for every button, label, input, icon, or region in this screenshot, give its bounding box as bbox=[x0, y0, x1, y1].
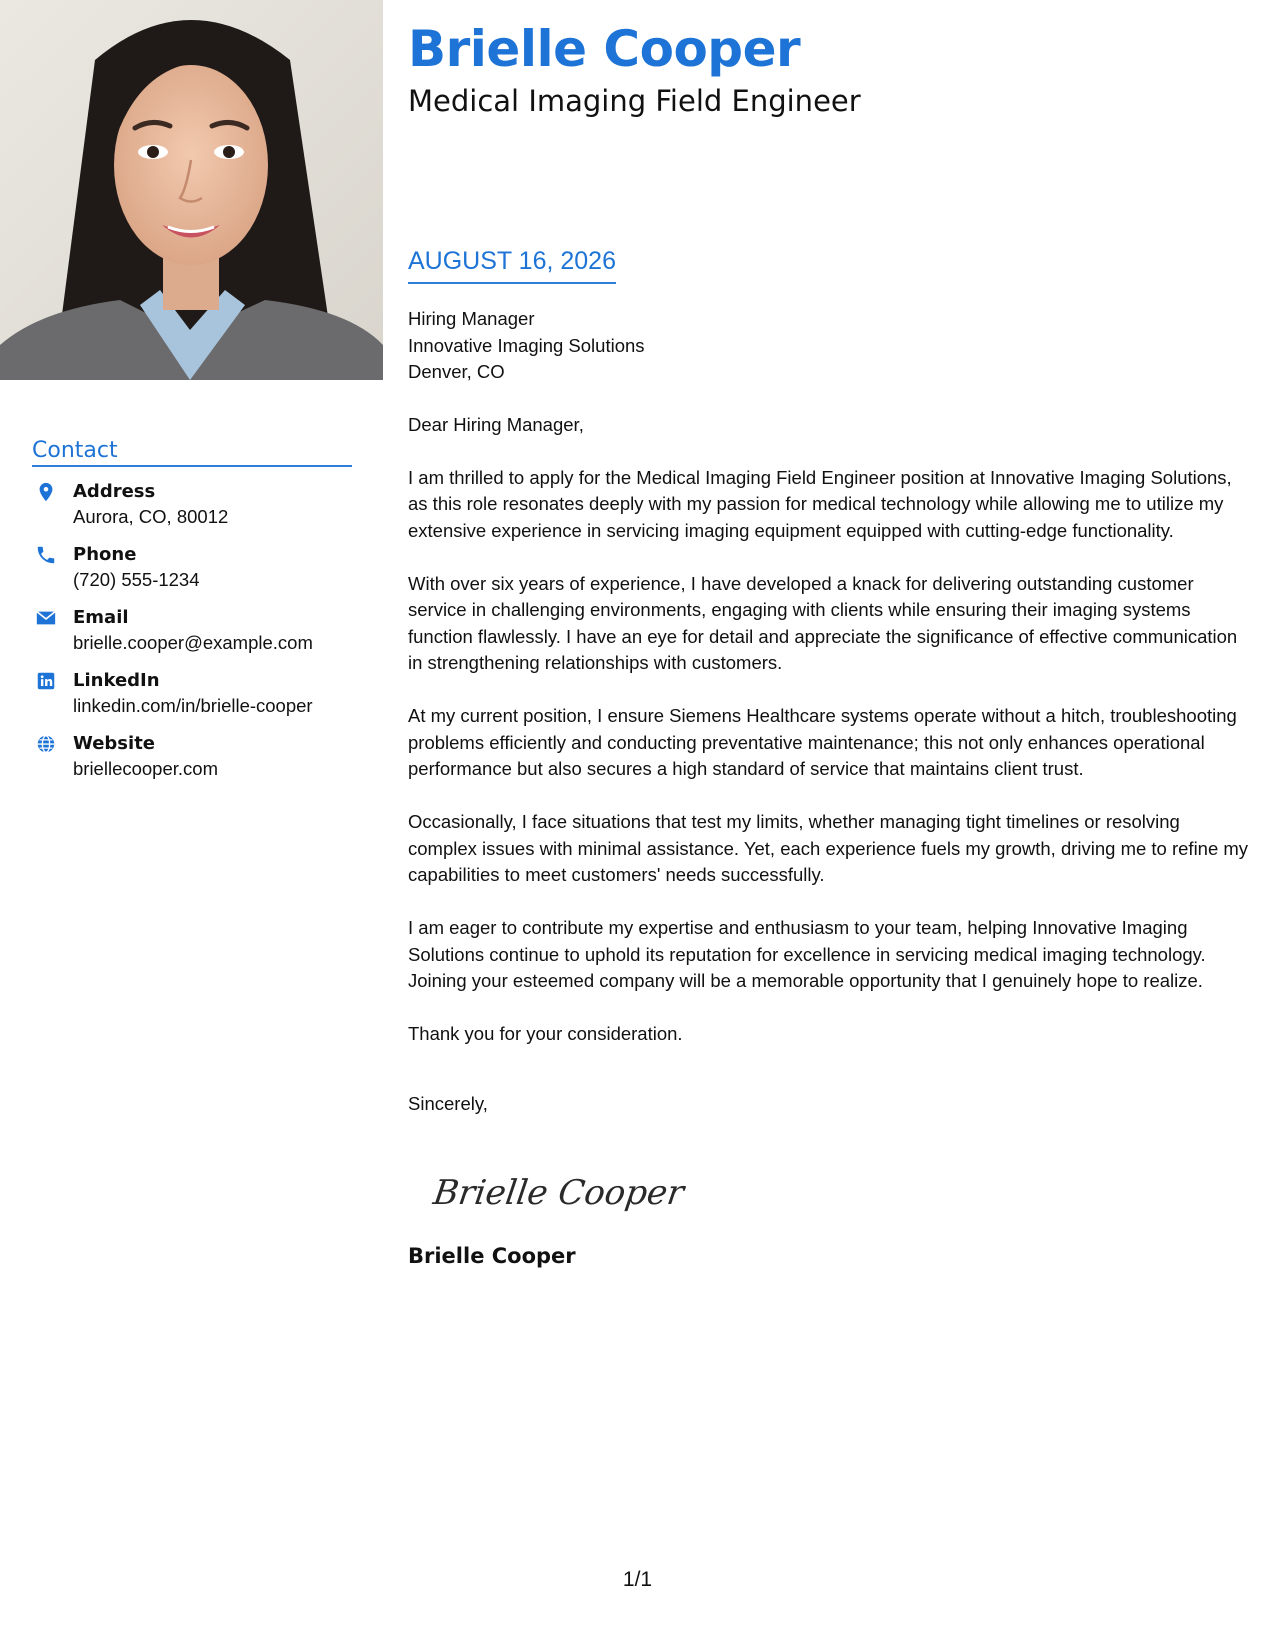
profile-photo bbox=[0, 0, 383, 380]
svg-text:Brielle Cooper: Brielle Cooper bbox=[430, 1172, 687, 1213]
phone-value[interactable]: (720) 555-1234 bbox=[73, 569, 200, 590]
website-value[interactable]: briellecooper.com bbox=[73, 758, 218, 779]
contact-linkedin bbox=[32, 668, 352, 718]
address-value: Aurora, CO, 80012 bbox=[73, 506, 229, 527]
body-paragraph: I am thrilled to apply for the Medical Imaging Field Engineer position at Innovative Imaging Solutions, as this role resonates deeply with my passion for medical technology while allowing me to utilize my extensive experience in servicing imaging equipment equipped with cutting-edge functionality. bbox=[408, 466, 1232, 541]
thank-you-line: Thank you for your consideration. bbox=[408, 1023, 683, 1044]
linkedin-label: LinkedIn bbox=[73, 670, 160, 691]
map-pin-icon bbox=[35, 481, 57, 503]
signer-name: Brielle Cooper bbox=[408, 1244, 576, 1268]
recipient-block bbox=[408, 306, 1250, 386]
phone-icon bbox=[35, 544, 57, 566]
phone-label: Phone bbox=[73, 544, 137, 565]
handwritten-signature bbox=[430, 1162, 687, 1222]
recipient-line: Hiring Manager bbox=[408, 308, 535, 329]
letter-body bbox=[408, 306, 1250, 1270]
email-label: Email bbox=[73, 607, 129, 628]
body-paragraph: Occasionally, I face situations that test my limits, whether managing tight timelines or resolving complex issues with minimal assistance. Yet, each experience fuels my growth, driving me to refine my capabilities to meet customers' needs successfully. bbox=[408, 811, 1249, 885]
portrait-image bbox=[0, 0, 383, 380]
body-paragraph: I am eager to contribute my expertise and enthusiasm to your team, helping Innovative Imaging Solutions continue to uphold its reputation for excellence in servicing medical imaging technology. Joining your esteemed company will be a memorable opportunity that I genuinely hope to realize. bbox=[408, 917, 1206, 991]
email-icon bbox=[35, 607, 57, 629]
closing: Sincerely, bbox=[408, 1092, 488, 1114]
recipient-line: Innovative Imaging Solutions bbox=[408, 334, 645, 356]
contact-email bbox=[32, 605, 352, 655]
contact-sidebar bbox=[32, 438, 352, 794]
linkedin-icon bbox=[35, 670, 57, 692]
contact-website bbox=[32, 731, 352, 781]
applicant-name: Brielle Cooper bbox=[408, 20, 801, 78]
salutation: Dear Hiring Manager, bbox=[408, 413, 584, 435]
contact-address bbox=[32, 479, 352, 529]
email-value[interactable]: brielle.cooper@example.com bbox=[73, 632, 313, 653]
job-title: Medical Imaging Field Engineer bbox=[408, 84, 861, 118]
page-number: 1/1 bbox=[622, 1568, 653, 1591]
recipient-line: Denver, CO bbox=[408, 361, 505, 382]
address-label: Address bbox=[73, 481, 156, 502]
linkedin-value[interactable]: linkedin.com/in/brielle-cooper bbox=[73, 695, 313, 716]
letter-date: AUGUST 16, 2026 bbox=[408, 247, 616, 284]
contact-phone bbox=[32, 542, 352, 592]
website-label: Website bbox=[73, 733, 156, 754]
body-paragraph: With over six years of experience, I have developed a knack for delivering outstanding customer service in challenging environments, engaging with clients while ensuring their imaging systems function flawlessly. I have an eye for detail and appreciate the significance of effective communication in strengthening relationships with customers. bbox=[408, 572, 1238, 673]
body-paragraph: At my current position, I ensure Siemens Healthcare systems operate without a hitch, troubleshooting problems efficiently and conducting preventative maintenance; this not only enhances operational performance but also secures a high standard of service that maintains client trust. bbox=[408, 705, 1237, 779]
contact-heading: Contact bbox=[32, 438, 352, 467]
globe-icon bbox=[35, 733, 57, 755]
